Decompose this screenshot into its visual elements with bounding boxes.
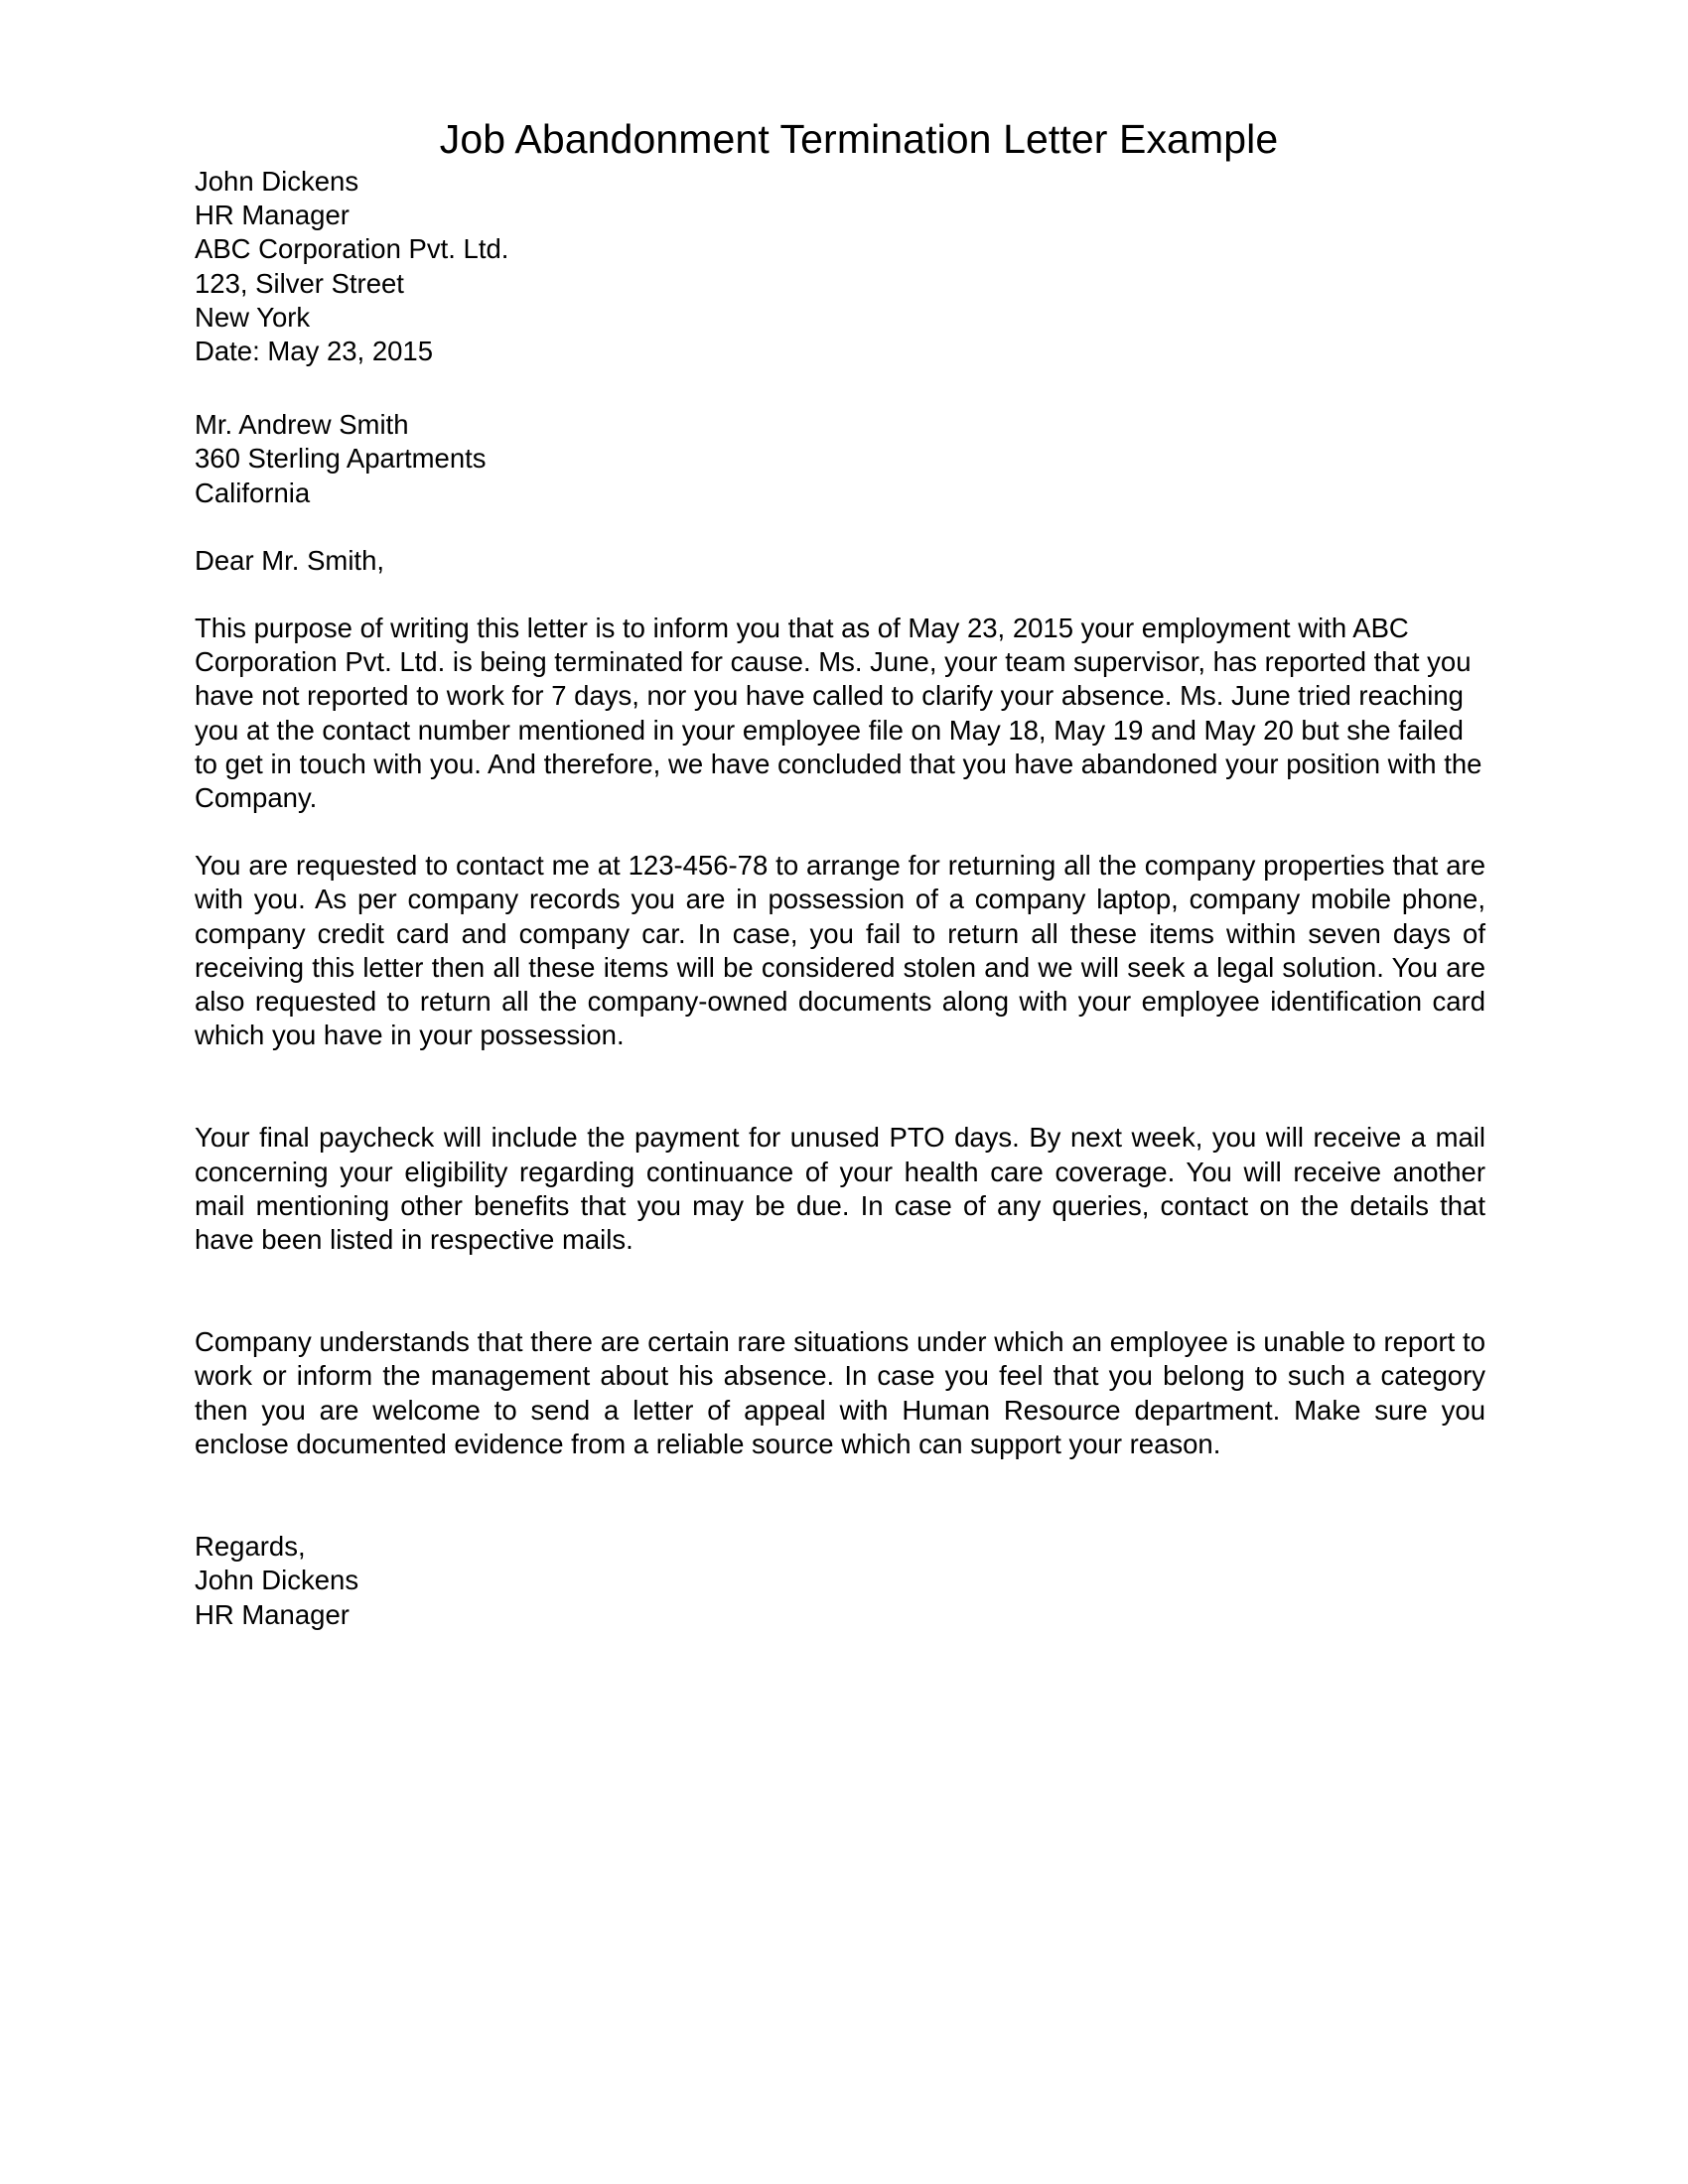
spacer-para-2-3 <box>195 1052 1485 1087</box>
closing-regards: Regards, <box>195 1531 306 1563</box>
spacer-before-closing <box>195 1461 1485 1496</box>
letter-content <box>195 115 1485 1632</box>
spacer-after-recipient <box>195 510 1485 544</box>
body-paragraph-2: You are requested to contact me at 123-456-78 to arrange for returning all the company properties that are with you. As per company records you are in possession of a company laptop, company mobile phone, company credit card and company car. In case, you fail to return all these items within seven days of receiving this letter then all these items will be considered stolen and we will seek a legal solution. You are also requested to return all the company-owned documents along with your employee identification card which you have in your possession. <box>195 850 1485 1051</box>
sender-name: John Dickens <box>195 166 359 197</box>
spacer-para-3-4-extra <box>195 1292 1485 1325</box>
spacer-before-closing-extra <box>195 1496 1485 1530</box>
salutation: Dear Mr. Smith, <box>195 544 385 576</box>
recipient-name: Mr. Andrew Smith <box>195 409 409 441</box>
closing-job-title: HR Manager <box>195 1598 350 1630</box>
closing-block <box>195 1530 1485 1632</box>
spacer-para-3-4 <box>195 1257 1485 1292</box>
body-paragraph-3: Your final paycheck will include the payment for unused PTO days. By next week, you will receive a mail concerning your eligibility regarding continuance of your health care coverage. You will receive another mail mentioning other benefits that you may be due. In case of any queries, contact on the details that have been listed in respective mails. <box>195 1122 1485 1256</box>
recipient-city: California <box>195 477 311 508</box>
page-title: Job Abandonment Termination Letter Example <box>439 116 1279 162</box>
spacer-after-sender <box>195 368 1485 408</box>
letter-date: Date: May 23, 2015 <box>195 336 434 367</box>
spacer-after-salutation <box>195 578 1485 612</box>
recipient-address: 360 Sterling Apartments <box>195 443 487 475</box>
body-paragraph-1: This purpose of writing this letter is to inform you that as of May 23, 2015 your employment with ABC Corporation Pvt. Ltd. is being terminated for cause. Ms. June, your team supervisor, has reported that you have not reported to work for 7 days, nor you have called to clarify your absence. Ms. June tried reaching you at the contact number mentioned in your employee file on May 18, May 19 and May 20 but she failed to get in touch with you. And therefore, we have concluded that you have abandoned your position with the Company. <box>195 613 1482 814</box>
sender-city: New York <box>195 301 311 333</box>
spacer-para-1-2 <box>195 815 1485 849</box>
sender-company: ABC Corporation Pvt. Ltd. <box>195 233 509 265</box>
sender-street: 123, Silver Street <box>195 267 404 299</box>
body-paragraph-4: Company understands that there are certain rare situations under which an employee is unable to report to work or inform the management about his absence. In case you feel that you belong to such a category then you are welcome to send a letter of appeal with Human Resource department. Make sure you enclose documented evidence from a reliable source which can support your reason. <box>195 1326 1485 1459</box>
sender-address-block <box>195 165 1485 368</box>
spacer-para-2-3-extra <box>195 1087 1485 1121</box>
recipient-address-block <box>195 408 1485 510</box>
sender-job-title: HR Manager <box>195 200 350 231</box>
closing-name: John Dickens <box>195 1565 359 1596</box>
